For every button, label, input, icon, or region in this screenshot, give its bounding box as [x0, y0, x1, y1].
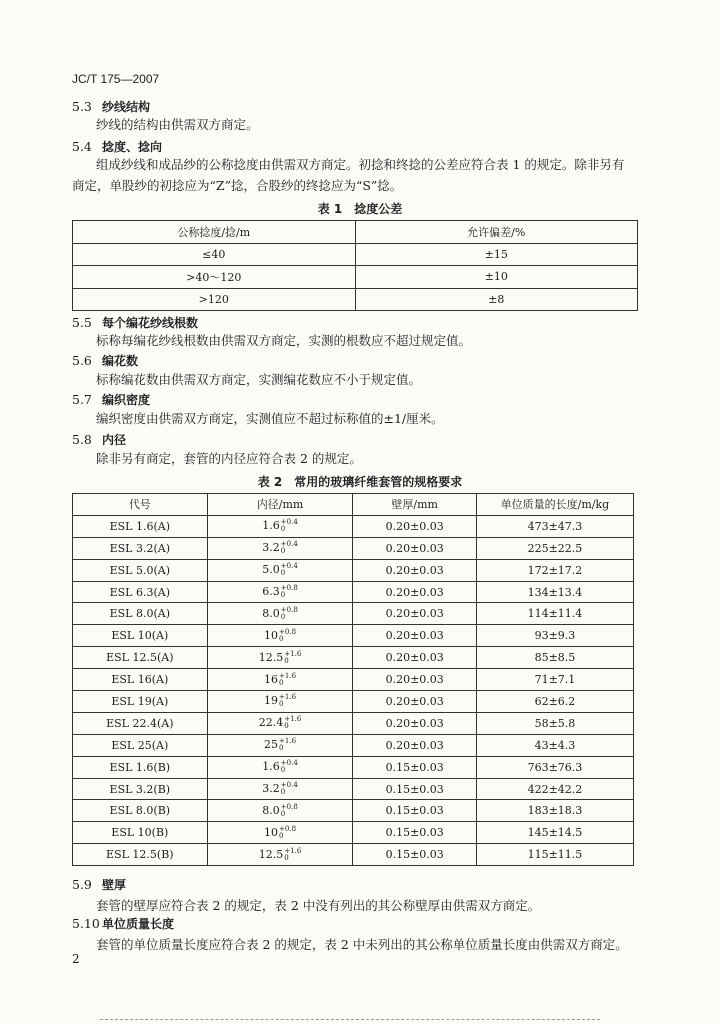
section-5-9-body: 套管的壁厚应符合表 2 的规定，表 2 中没有列出的其公称壁厚由供需双方商定。 — [96, 898, 541, 913]
inner-diameter-value: 25 — [264, 738, 279, 752]
section-number: 5.8 — [72, 432, 92, 447]
length-per-mass-cell: 183±18.3 — [476, 800, 633, 822]
code-cell: ESL 3.2(A) — [73, 537, 208, 559]
lower-tolerance: 0 — [284, 722, 289, 731]
lower-tolerance: 0 — [279, 634, 284, 643]
lower-tolerance: 0 — [279, 700, 284, 709]
inner-diameter-cell — [207, 669, 353, 691]
section-5-8-body: 除非另有商定，套管的内径应符合表 2 的规定。 — [96, 451, 362, 466]
section-5-3-body: 纱线的结构由供需双方商定。 — [96, 117, 259, 132]
length-per-mass-cell: 58±5.8 — [476, 712, 633, 734]
table-row — [73, 647, 634, 669]
inner-diameter-value: 8.0 — [262, 606, 280, 620]
wall-thickness-cell: 0.15±0.03 — [353, 822, 476, 844]
section-5-5-heading — [72, 314, 198, 331]
inner-diameter-cell — [207, 559, 353, 581]
section-number: 5.3 — [72, 99, 92, 114]
upper-tolerance: +1.6 — [284, 715, 302, 724]
length-per-mass-cell: 763±76.3 — [476, 756, 633, 778]
section-5-9-heading — [72, 876, 126, 893]
code-cell: ESL 8.0(B) — [73, 800, 208, 822]
upper-tolerance: +1.6 — [279, 693, 297, 702]
length-per-mass-cell: 62±6.2 — [476, 691, 633, 713]
inner-diameter-value: 19 — [264, 694, 279, 708]
table-row — [73, 243, 638, 266]
code-cell: ESL 12.5(A) — [73, 647, 208, 669]
table-cell: >40～120 — [73, 266, 356, 289]
inner-diameter-value: 1.6 — [262, 760, 280, 774]
table-row — [73, 844, 634, 866]
lower-tolerance: 0 — [280, 525, 286, 534]
section-5-7-body: 编织密度由供需双方商定，实测值应不超过标称值的±1/厘米。 — [96, 411, 444, 426]
length-per-mass-cell: 145±14.5 — [476, 822, 633, 844]
inner-diameter-cell — [207, 756, 353, 778]
upper-tolerance: +0.4 — [280, 759, 298, 768]
inner-diameter-cell — [207, 691, 353, 713]
inner-diameter-value: 22.4 — [258, 716, 284, 730]
section-5-10-heading — [72, 915, 174, 932]
lower-tolerance: 0 — [280, 788, 286, 797]
lower-tolerance: 0 — [279, 744, 284, 753]
section-number: 5.10 — [72, 916, 100, 931]
section-title: 每个编花纱线根数 — [102, 316, 199, 330]
lower-tolerance: 0 — [280, 547, 286, 556]
inner-diameter-value: 12.5 — [258, 847, 284, 861]
inner-diameter-cell — [207, 800, 353, 822]
inner-diameter-value: 12.5 — [258, 650, 284, 664]
inner-diameter-cell — [207, 822, 353, 844]
inner-diameter-cell — [207, 734, 353, 756]
section-5-7-heading — [72, 391, 150, 408]
table-row — [73, 712, 634, 734]
inner-diameter-cell — [207, 844, 353, 866]
inner-diameter-value: 3.2 — [262, 782, 280, 796]
section-5-4-body-line1: 组成纱线和成品纱的公称捻度由供需双方商定。初捻和终捻的公差应符合表 1 的规定。除非另有 — [96, 157, 625, 172]
table-row — [73, 778, 634, 800]
table-cell: ±8 — [355, 288, 638, 311]
inner-diameter-cell — [207, 581, 353, 603]
code-cell: ESL 16(A) — [73, 669, 208, 691]
table-header-row — [73, 221, 638, 244]
section-title: 纱线结构 — [102, 100, 151, 114]
code-cell: ESL 10(A) — [73, 625, 208, 647]
wall-thickness-cell: 0.20±0.03 — [353, 669, 476, 691]
table-row — [73, 537, 634, 559]
tolerance-table — [72, 220, 638, 311]
section-number: 5.4 — [72, 139, 92, 154]
specification-table — [72, 493, 634, 866]
table-cell: ≤40 — [73, 243, 356, 266]
section-title: 单位质量长度 — [102, 917, 175, 931]
section-title: 编织密度 — [102, 393, 151, 407]
inner-diameter-value: 10 — [264, 825, 279, 839]
inner-diameter-value: 3.2 — [262, 541, 280, 555]
wall-thickness-cell: 0.15±0.03 — [353, 778, 476, 800]
table-row — [73, 691, 634, 713]
length-per-mass-cell: 422±42.2 — [476, 778, 633, 800]
inner-diameter-value: 1.6 — [262, 519, 280, 533]
table-row — [73, 581, 634, 603]
upper-tolerance: +0.4 — [280, 781, 298, 790]
code-cell: ESL 3.2(B) — [73, 778, 208, 800]
upper-tolerance: +1.6 — [284, 846, 302, 855]
code-cell: ESL 19(A) — [73, 691, 208, 713]
length-per-mass-cell: 134±13.4 — [476, 581, 633, 603]
upper-tolerance: +1.6 — [279, 671, 297, 680]
page-number: 2 — [72, 952, 80, 966]
section-5-6-heading — [72, 352, 138, 369]
inner-diameter-cell — [207, 647, 353, 669]
table-cell: ±15 — [355, 243, 638, 266]
section-title: 内径 — [102, 433, 127, 447]
wall-thickness-cell: 0.20±0.03 — [353, 537, 476, 559]
wall-thickness-cell: 0.20±0.03 — [353, 559, 476, 581]
inner-diameter-cell — [207, 712, 353, 734]
length-per-mass-cell: 473±47.3 — [476, 515, 633, 537]
table1-caption: 表 1 捻度公差 — [317, 202, 403, 216]
table-cell: ±10 — [355, 266, 638, 289]
table-header-cell: 允许偏差/% — [355, 221, 638, 244]
lower-tolerance: 0 — [284, 656, 289, 665]
length-per-mass-cell: 43±4.3 — [476, 734, 633, 756]
lower-tolerance: 0 — [280, 809, 286, 818]
code-cell: ESL 25(A) — [73, 734, 208, 756]
inner-diameter-value: 16 — [264, 672, 279, 686]
lower-tolerance: 0 — [280, 766, 286, 775]
table-row — [73, 669, 634, 691]
code-cell: ESL 1.6(A) — [73, 515, 208, 537]
section-title: 壁厚 — [102, 878, 127, 892]
section-5-8-heading — [72, 431, 126, 448]
section-number: 5.9 — [72, 877, 92, 892]
table-row — [73, 756, 634, 778]
inner-diameter-cell — [207, 778, 353, 800]
length-per-mass-cell: 225±22.5 — [476, 537, 633, 559]
table-row — [73, 800, 634, 822]
wall-thickness-cell: 0.20±0.03 — [353, 581, 476, 603]
table-header-cell: 内径/mm — [207, 494, 353, 516]
lower-tolerance: 0 — [284, 853, 289, 862]
table-row — [73, 266, 638, 289]
wall-thickness-cell: 0.20±0.03 — [353, 625, 476, 647]
footer-divider — [100, 1019, 600, 1020]
inner-diameter-cell — [207, 603, 353, 625]
length-per-mass-cell: 93±9.3 — [476, 625, 633, 647]
section-5-6-body: 标称编花数由供需双方商定，实测编花数应不小于规定值。 — [96, 372, 422, 387]
section-5-5-body: 标称每编花纱线根数由供需双方商定，实测的根数应不超过规定值。 — [96, 333, 472, 348]
table-row — [73, 822, 634, 844]
table-header-cell: 壁厚/mm — [353, 494, 476, 516]
inner-diameter-cell — [207, 515, 353, 537]
section-title: 编花数 — [102, 354, 139, 368]
section-5-10-body: 套管的单位质量长度应符合表 2 的规定，表 2 中未列出的其公称单位质量长度由供需双方商定。 — [96, 937, 628, 952]
wall-thickness-cell: 0.15±0.03 — [353, 844, 476, 866]
upper-tolerance: +1.6 — [284, 649, 302, 658]
lower-tolerance: 0 — [279, 831, 284, 840]
table-cell: >120 — [73, 288, 356, 311]
code-cell: ESL 22.4(A) — [73, 712, 208, 734]
inner-diameter-value: 10 — [264, 628, 279, 642]
upper-tolerance: +1.6 — [279, 737, 297, 746]
section-number: 5.6 — [72, 353, 92, 368]
section-5-3-heading — [72, 98, 150, 115]
wall-thickness-cell: 0.20±0.03 — [353, 712, 476, 734]
length-per-mass-cell: 172±17.2 — [476, 559, 633, 581]
wall-thickness-cell: 0.15±0.03 — [353, 756, 476, 778]
code-cell: ESL 6.3(A) — [73, 581, 208, 603]
table-header-row — [73, 494, 634, 516]
inner-diameter-value: 6.3 — [262, 585, 280, 598]
table-body — [73, 515, 634, 865]
wall-thickness-cell: 0.20±0.03 — [353, 603, 476, 625]
code-cell: ESL 8.0(A) — [73, 603, 208, 625]
length-per-mass-cell: 85±8.5 — [476, 647, 633, 669]
upper-tolerance: +0.8 — [280, 605, 298, 614]
code-cell: ESL 12.5(B) — [73, 844, 208, 866]
document-code: JC/T 175—2007 — [72, 72, 160, 86]
lower-tolerance: 0 — [280, 591, 286, 599]
wall-thickness-cell: 0.20±0.03 — [353, 734, 476, 756]
upper-tolerance: +0.8 — [279, 824, 297, 833]
table-row — [73, 559, 634, 581]
table-row — [73, 603, 634, 625]
upper-tolerance: +0.8 — [280, 802, 298, 811]
upper-tolerance: +0.4 — [280, 540, 298, 549]
table2-caption: 表 2 常用的玻璃纤维套管的规格要求 — [257, 475, 463, 489]
table-header-cell: 单位质量的长度/m/kg — [476, 494, 633, 516]
table-header-cell: 公称捻度/捻/m — [73, 221, 356, 244]
section-title: 捻度、捻向 — [102, 140, 163, 154]
table-row — [73, 288, 638, 311]
lower-tolerance: 0 — [279, 678, 284, 687]
length-per-mass-cell: 115±11.5 — [476, 844, 633, 866]
upper-tolerance: +0.8 — [279, 627, 297, 636]
upper-tolerance: +0.4 — [280, 562, 298, 571]
wall-thickness-cell: 0.20±0.03 — [353, 515, 476, 537]
table-row — [73, 734, 634, 756]
inner-diameter-cell — [207, 537, 353, 559]
length-per-mass-cell: 114±11.4 — [476, 603, 633, 625]
code-cell: ESL 10(B) — [73, 822, 208, 844]
code-cell: ESL 1.6(B) — [73, 756, 208, 778]
wall-thickness-cell: 0.15±0.03 — [353, 800, 476, 822]
table-header-cell: 代号 — [73, 494, 208, 516]
inner-diameter-cell — [207, 625, 353, 647]
code-cell: ESL 5.0(A) — [73, 559, 208, 581]
wall-thickness-cell: 0.20±0.03 — [353, 691, 476, 713]
section-5-4-heading — [72, 138, 162, 155]
upper-tolerance: +0.8 — [280, 584, 298, 592]
section-number: 5.7 — [72, 392, 92, 407]
inner-diameter-value: 5.0 — [262, 563, 280, 577]
section-5-4-body-line2: 商定，单股纱的初捻应为“Z”捻，合股纱的终捻应为“S”捻。 — [72, 178, 403, 193]
section-number: 5.5 — [72, 315, 92, 330]
wall-thickness-cell: 0.20±0.03 — [353, 647, 476, 669]
table-row — [73, 515, 634, 537]
lower-tolerance: 0 — [280, 569, 286, 578]
lower-tolerance: 0 — [280, 612, 286, 621]
inner-diameter-value: 8.0 — [262, 803, 280, 817]
upper-tolerance: +0.4 — [280, 518, 298, 527]
length-per-mass-cell: 71±7.1 — [476, 669, 633, 691]
table-row — [73, 625, 634, 647]
